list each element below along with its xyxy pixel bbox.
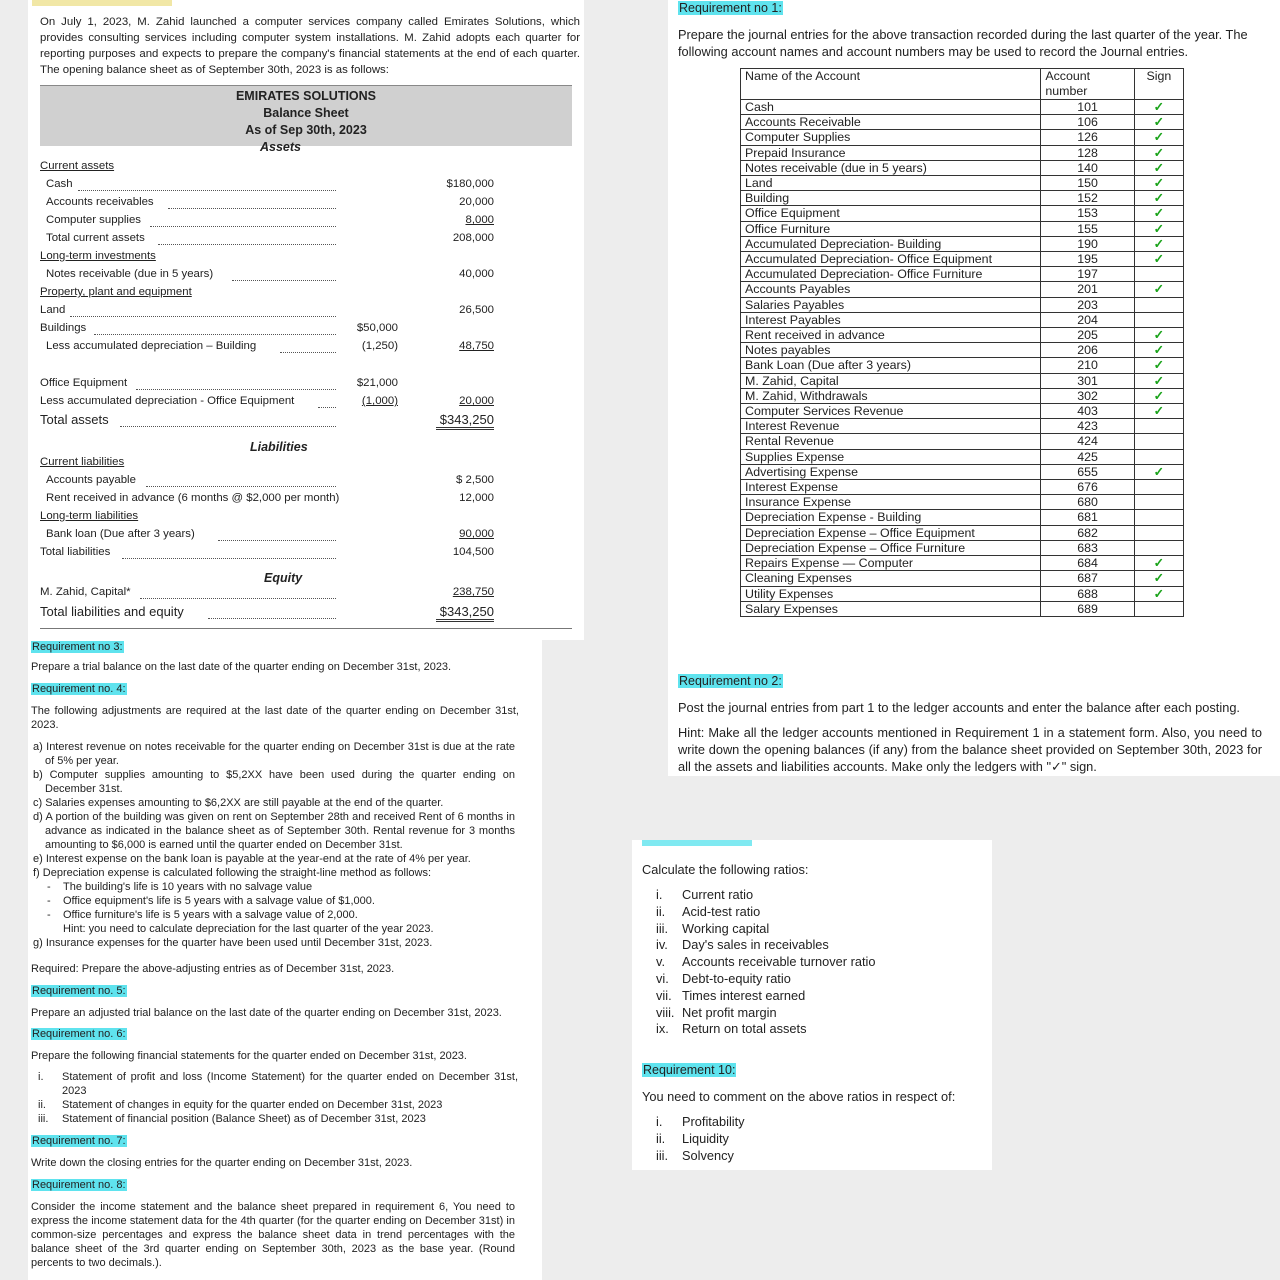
check-icon: ✓ <box>1134 130 1183 145</box>
check-icon <box>1134 480 1183 495</box>
account-number: 424 <box>1041 434 1134 449</box>
ad-building-label: Less accumulated depreciation – Building <box>46 340 257 352</box>
req6-ii: Statement of changes in equity for the quarter ended on December 31st, 2023 <box>62 1099 443 1111</box>
account-number: 676 <box>1041 480 1134 495</box>
ratio-list <box>656 887 875 1038</box>
account-name: Interest Revenue <box>741 419 1041 434</box>
intro-paragraph: On July 1, 2023, M. Zahid launched a computer services company called Emirates Solutions, which provides consulting services including computer system installations. M. Zahid adopts each quarter for reporting purposes and expects to prepare the company's financial statements at the end of each quarter. The opening balance sheet as of September 30th, 2023 is as follows: <box>40 16 580 76</box>
col-name-header: Name of the Account <box>741 69 1041 100</box>
requirement1-panel <box>668 0 1280 662</box>
account-name: Office Furniture <box>741 221 1041 236</box>
ap-value: $ 2,500 <box>455 474 494 486</box>
check-icon: ✓ <box>1134 206 1183 221</box>
req6-list: i. Statement of profit and loss (Income Statement) for the quarter ended on December 31st, 2023 ii. Statement of changes in equity for the quarter ended on December 31st, 2023 iii. Statement of financial position (Balance Sheet) as of December 31st, 2023 <box>38 1071 518 1125</box>
list-item <box>656 1131 745 1148</box>
balance-sheet-panel <box>28 0 584 640</box>
req1-title: Requirement no 1: <box>679 1 782 15</box>
req5-title: Requirement no. 5: <box>32 985 126 997</box>
req2-title: Requirement no 2: <box>679 674 782 688</box>
req7-title: Requirement no. 7: <box>32 1135 126 1147</box>
account-row <box>741 252 1184 267</box>
account-name: Interest Expense <box>741 480 1041 495</box>
account-row <box>741 571 1184 586</box>
list-item-number: vii. <box>656 987 672 1003</box>
req6-i: Statement of profit and loss (Income Statement) for the quarter ended on December 31st, 2023 <box>62 1071 518 1097</box>
cash-value: $180,000 <box>446 178 494 190</box>
ad-office-value: 20,000 <box>459 395 494 407</box>
req4-hint: Hint: you need to calculate depreciation for the last quarter of the year 2023. <box>63 923 434 935</box>
liabilities-heading: Liabilities <box>250 440 308 454</box>
lti-heading: Long-term investments <box>40 250 156 262</box>
buildings-label: Buildings <box>40 322 87 334</box>
list-item-number: iii. <box>656 1147 669 1163</box>
req2-hint: Hint: Make all the ledger accounts mentioned in Requirement 1 in a statement form. Also, you need to write down the opening balances (if any) from the balance sheet provided on September 30th, 2023 for all the assets and liabilities accounts. Make only the ledgers with "✓" sign. <box>678 725 1262 774</box>
cut-off-title-strip <box>642 840 752 846</box>
account-row <box>741 343 1184 358</box>
account-name: Notes payables <box>741 343 1041 358</box>
account-row <box>741 145 1184 160</box>
account-number: 152 <box>1041 191 1134 206</box>
list-item <box>656 887 875 904</box>
account-number: 204 <box>1041 312 1134 327</box>
account-name: Cleaning Expenses <box>741 571 1041 586</box>
account-name: Accumulated Depreciation- Building <box>741 236 1041 251</box>
req7-text: Write down the closing entries for the quarter ending on December 31st, 2023. <box>31 1157 413 1169</box>
account-number: 205 <box>1041 328 1134 343</box>
list-item-label: Net profit margin <box>682 1004 777 1020</box>
list-item-number: vi. <box>656 970 669 986</box>
account-row <box>741 191 1184 206</box>
ad-office-col: (1,000) <box>361 395 398 407</box>
account-number: 206 <box>1041 343 1134 358</box>
account-number: 301 <box>1041 373 1134 388</box>
account-number: 201 <box>1041 282 1134 297</box>
account-row <box>741 206 1184 221</box>
total-liab-label: Total liabilities <box>40 546 111 558</box>
check-icon: ✓ <box>1134 176 1183 191</box>
balance-sheet-divider <box>40 628 572 629</box>
check-icon: ✓ <box>1134 191 1183 206</box>
req3-title: Requirement no 3: <box>32 641 123 653</box>
list-item <box>656 954 875 971</box>
list-item <box>656 1005 875 1022</box>
account-row <box>741 236 1184 251</box>
account-name: Bank Loan (Due after 3 years) <box>741 358 1041 373</box>
supplies-value: 8,000 <box>465 214 494 226</box>
ap-label: Accounts payable <box>46 474 136 486</box>
account-name: Accounts Receivable <box>741 115 1041 130</box>
check-icon: ✓ <box>1134 221 1183 236</box>
cash-label: Cash <box>46 178 73 190</box>
list-item <box>656 1021 875 1038</box>
account-number: 150 <box>1041 176 1134 191</box>
list-item-number: ii. <box>656 903 666 919</box>
account-row <box>741 100 1184 115</box>
col-number-header: Account number <box>1041 69 1134 100</box>
account-name: Accumulated Depreciation- Office Equipment <box>741 252 1041 267</box>
check-icon: ✓ <box>1134 252 1183 267</box>
check-icon: ✓ <box>1134 100 1183 115</box>
account-number: 423 <box>1041 419 1134 434</box>
account-number: 655 <box>1041 464 1134 479</box>
ppe-heading: Property, plant and equipment <box>40 286 192 298</box>
account-number: 128 <box>1041 145 1134 160</box>
account-name: Accumulated Depreciation- Office Furniture <box>741 267 1041 282</box>
account-name: Salaries Payables <box>741 297 1041 312</box>
account-row <box>741 601 1184 616</box>
req4-g: g) Insurance expenses for the quarter have been used until December 31st, 2023. <box>33 937 433 949</box>
account-number: 425 <box>1041 449 1134 464</box>
account-number: 681 <box>1041 510 1134 525</box>
check-icon: ✓ <box>1134 145 1183 160</box>
account-row <box>741 312 1184 327</box>
check-icon <box>1134 419 1183 434</box>
req4-intro: The following adjustments are required at the last date of the quarter ending on December 31st, 2023. <box>31 705 519 731</box>
account-name: M. Zahid, Withdrawals <box>741 388 1041 403</box>
check-icon: ✓ <box>1134 586 1183 601</box>
req6-title: Requirement no. 6: <box>32 1028 126 1040</box>
account-number: 203 <box>1041 297 1134 312</box>
total-le-label: Total liabilities and equity <box>40 604 184 619</box>
account-row <box>741 449 1184 464</box>
capital-value: 238,750 <box>452 586 494 598</box>
list-item <box>656 971 875 988</box>
account-number: 689 <box>1041 601 1134 616</box>
list-item <box>656 988 875 1005</box>
account-row <box>741 160 1184 175</box>
account-row <box>741 130 1184 145</box>
account-number: 197 <box>1041 267 1134 282</box>
list-item-label: Solvency <box>682 1147 734 1163</box>
list-item-number: iii. <box>656 920 669 936</box>
req5-text: Prepare an adjusted trial balance on the last date of the quarter ending on December 31st, 2023. <box>31 1007 502 1019</box>
account-row <box>741 373 1184 388</box>
check-icon: ✓ <box>1134 343 1183 358</box>
buildings-value: $50,000 <box>356 322 398 334</box>
account-name: Prepaid Insurance <box>741 145 1041 160</box>
assets-heading: Assets <box>260 140 301 154</box>
check-icon <box>1134 601 1183 616</box>
req3-text: Prepare a trial balance on the last date of the quarter ending on December 31st, 2023. <box>31 661 452 673</box>
account-number: 140 <box>1041 160 1134 175</box>
account-name: Rent received in advance <box>741 328 1041 343</box>
req1-text: Prepare the journal entries for the above transaction recorded during the last quarter of the year. The following account names and account numbers may be used to record the Journal entries. <box>678 27 1248 59</box>
tca-value: 208,000 <box>452 232 494 244</box>
req6-iii: Statement of financial position (Balance Sheet) as of December 31st, 2023 <box>62 1113 426 1125</box>
check-icon <box>1134 267 1183 282</box>
account-number: 403 <box>1041 404 1134 419</box>
req4-adjustments: a) Interest revenue on notes receivable for the quarter ending on December 31st is due at the rate of 5% per year. b) Computer supplies amounting to $5,2XX have been used during the quarter ending on December 31st. c) Salaries expenses amounting to $6,2XX are still payable at the end of the quarter. d) A portion of the building was given on rent on September 28th and received Rent of 6 months in advance as indicated in the balance sheet as of September 30th. Rental revenue for 3 months amounting to $6,000 is earned until the quarter ended on December 31st. e) Interest expense on the bank loan is payable at the year-end at the rate of 4% per year. f) Depreciation expense is calculated following the straight-line method as follows: - The building's life is 10 years with no salvage value - Office equipment's life is 5 years with a salvage value of $1,000. - Office furniture's life is 5 years with a salvage value of 2,000. Hint: you need to calculate depreciation for the last quarter of the year 2023. g) Insurance expenses for the quarter have been used until December 31st, 2023. <box>33 741 515 949</box>
account-row <box>741 267 1184 282</box>
list-item-label: Profitability <box>682 1114 745 1129</box>
check-icon: ✓ <box>1134 388 1183 403</box>
account-row <box>741 510 1184 525</box>
account-name: Building <box>741 191 1041 206</box>
requirements-panel <box>28 640 542 1280</box>
req2-text: Post the journal entries from part 1 to the ledger accounts and enter the balance after each posting. <box>678 700 1240 715</box>
list-item-number: ix. <box>656 1021 669 1037</box>
supplies-label: Computer supplies <box>46 214 141 226</box>
ar-label: Accounts receivables <box>46 196 154 208</box>
check-icon <box>1134 297 1183 312</box>
account-row <box>741 328 1184 343</box>
account-number: 682 <box>1041 525 1134 540</box>
check-icon <box>1134 495 1183 510</box>
list-item <box>656 1148 745 1165</box>
account-row <box>741 282 1184 297</box>
check-icon: ✓ <box>1134 160 1183 175</box>
list-item-number: iv. <box>656 937 668 953</box>
req10-list <box>656 1114 745 1164</box>
account-name: Accounts Payables <box>741 282 1041 297</box>
account-row <box>741 495 1184 510</box>
office-eq-label: Office Equipment <box>40 377 128 389</box>
list-item-label: Debt-to-equity ratio <box>682 970 791 986</box>
list-item-label: Accounts receivable turnover ratio <box>682 954 876 970</box>
check-icon: ✓ <box>1134 236 1183 251</box>
account-name: M. Zahid, Capital <box>741 373 1041 388</box>
list-item-number: i. <box>656 1114 663 1129</box>
ad-building-col: (1,250) <box>361 340 398 352</box>
account-name: Utility Expenses <box>741 586 1041 601</box>
account-name: Supplies Expense <box>741 449 1041 464</box>
statement-date: As of Sep 30th, 2023 <box>245 123 367 137</box>
account-row <box>741 480 1184 495</box>
current-liabilities-heading: Current liabilities <box>40 456 125 468</box>
account-row <box>741 297 1184 312</box>
list-item-label: Working capital <box>682 920 770 936</box>
list-item-label: Acid-test ratio <box>682 903 761 919</box>
list-item <box>656 904 875 921</box>
check-icon <box>1134 449 1183 464</box>
total-assets-label: Total assets <box>40 412 109 427</box>
account-name: Depreciation Expense – Office Equipment <box>741 525 1041 540</box>
req4-required: Required: Prepare the above-adjusting entries as of December 31st, 2023. <box>31 963 395 975</box>
req4-f1: The building's life is 10 years with no salvage value <box>63 881 313 893</box>
account-name: Insurance Expense <box>741 495 1041 510</box>
account-name: Rental Revenue <box>741 434 1041 449</box>
list-item-label: Return on total assets <box>682 1021 807 1037</box>
req8-text: Consider the income statement and the balance sheet prepared in requirement 6, You need to express the income statement data for the 4th quarter (for the quarter ending on December 31st) in common-size percentages and express the balance sheet data in trend percentages with the balance sheet of the 3rd quarter ending on September 30th, 2023 as the base year. (Round percents to two decimals.). <box>31 1201 515 1269</box>
req4-e: e) Interest expense on the bank loan is payable at the year-end at the rate of 4% per year. <box>33 853 471 865</box>
total-liab-value: 104,500 <box>452 546 494 558</box>
ltl-heading: Long-term liabilities <box>40 510 139 522</box>
req4-d: d) A portion of the building was given on rent on September 28th and received Rent of 6 months in advance as indicated in the balance sheet as of September 30th. Rental revenue for 3 months amounting to $6,000 is earned until the quarter ended on December 31st. <box>33 811 515 851</box>
account-name: Interest Payables <box>741 312 1041 327</box>
account-name: Land <box>741 176 1041 191</box>
check-icon <box>1134 510 1183 525</box>
list-item-label: Current ratio <box>682 887 754 902</box>
account-row <box>741 388 1184 403</box>
req6-text: Prepare the following financial statements for the quarter ended on December 31st, 2023. <box>31 1050 467 1062</box>
account-name: Salary Expenses <box>741 601 1041 616</box>
account-number: 683 <box>1041 540 1134 555</box>
requirement2-panel <box>668 662 1280 776</box>
req4-f3: Office furniture's life is 5 years with a salvage value of 2,000. <box>63 909 358 921</box>
account-row <box>741 540 1184 555</box>
list-item-number: viii. <box>656 1004 675 1020</box>
list-item-number: v. <box>656 954 666 970</box>
account-number: 680 <box>1041 495 1134 510</box>
req10-title: Requirement 10: <box>643 1063 736 1077</box>
total-assets-value: $343,250 <box>436 412 494 430</box>
balance-sheet-header <box>40 85 572 146</box>
account-number: 195 <box>1041 252 1134 267</box>
account-number: 153 <box>1041 206 1134 221</box>
req4-f2: Office equipment's life is 5 years with a salvage value of $1,000. <box>63 895 375 907</box>
account-name: Depreciation Expense - Building <box>741 510 1041 525</box>
check-icon: ✓ <box>1134 404 1183 419</box>
land-value: 26,500 <box>459 304 494 316</box>
account-name: Advertising Expense <box>741 464 1041 479</box>
account-row <box>741 464 1184 479</box>
list-item-label: Times interest earned <box>682 987 806 1003</box>
check-icon <box>1134 312 1183 327</box>
list-item-number: i. <box>656 887 663 902</box>
ar-value: 20,000 <box>459 196 494 208</box>
list-item-number: ii. <box>656 1130 666 1146</box>
bank-loan-label: Bank loan (Due after 3 years) <box>46 528 195 540</box>
bank-loan-value: 90,000 <box>459 528 494 540</box>
check-icon <box>1134 434 1183 449</box>
equity-heading: Equity <box>264 571 303 585</box>
notes-value: 40,000 <box>459 268 494 280</box>
ratios-panel <box>632 840 992 1170</box>
tca-label: Total current assets <box>46 232 145 244</box>
account-number: 688 <box>1041 586 1134 601</box>
accounts-table <box>740 68 1184 617</box>
check-icon: ✓ <box>1134 571 1183 586</box>
list-item <box>656 937 875 954</box>
req4-f: f) Depreciation expense is calculated following the straight-line method as follows: <box>33 867 432 879</box>
ad-office-label: Less accumulated depreciation - Office Equipment <box>40 395 295 407</box>
account-name: Depreciation Expense – Office Furniture <box>741 540 1041 555</box>
check-icon: ✓ <box>1134 328 1183 343</box>
account-number: 126 <box>1041 130 1134 145</box>
account-name: Computer Supplies <box>741 130 1041 145</box>
col-sign-header: Sign <box>1134 69 1183 100</box>
account-number: 302 <box>1041 388 1134 403</box>
account-row <box>741 404 1184 419</box>
account-row <box>741 176 1184 191</box>
account-row <box>741 419 1184 434</box>
list-item-label: Day's sales in receivables <box>682 937 829 953</box>
account-name: Computer Services Revenue <box>741 404 1041 419</box>
req9-text: Calculate the following ratios: <box>642 862 809 877</box>
account-number: 106 <box>1041 115 1134 130</box>
account-row <box>741 358 1184 373</box>
statement-title: Balance Sheet <box>263 106 349 120</box>
check-icon: ✓ <box>1134 358 1183 373</box>
account-row <box>741 434 1184 449</box>
check-icon: ✓ <box>1134 464 1183 479</box>
account-number: 155 <box>1041 221 1134 236</box>
current-assets-heading: Current assets <box>40 160 115 172</box>
req4-a: a) Interest revenue on notes receivable for the quarter ending on December 31st is due at the rate of 5% per year. <box>33 741 515 767</box>
account-number: 684 <box>1041 556 1134 571</box>
req4-c: c) Salaries expenses amounting to $6,2XX are still payable at the end of the quarter. <box>33 797 444 809</box>
highlight-strip <box>32 0 172 6</box>
req8-title: Requirement no. 8: <box>32 1179 126 1191</box>
check-icon: ✓ <box>1134 115 1183 130</box>
rent-adv-value: 12,000 <box>459 492 494 504</box>
account-row <box>741 221 1184 236</box>
account-number: 190 <box>1041 236 1134 251</box>
accounts-table-header <box>741 69 1184 100</box>
list-item <box>656 921 875 938</box>
company-name: EMIRATES SOLUTIONS <box>235 89 377 103</box>
list-item-label: Liquidity <box>682 1130 729 1146</box>
account-number: 687 <box>1041 571 1134 586</box>
account-number: 210 <box>1041 358 1134 373</box>
check-icon: ✓ <box>1134 556 1183 571</box>
req4-b: b) Computer supplies amounting to $5,2XX have been used during the quarter ending on December 31st. <box>33 769 515 795</box>
account-row <box>741 556 1184 571</box>
notes-label: Notes receivable (due in 5 years) <box>46 268 214 280</box>
list-item <box>656 1114 745 1131</box>
account-number: 101 <box>1041 100 1134 115</box>
account-name: Repairs Expense — Computer <box>741 556 1041 571</box>
check-icon <box>1134 540 1183 555</box>
account-name: Cash <box>741 100 1041 115</box>
account-row <box>741 586 1184 601</box>
account-row <box>741 525 1184 540</box>
capital-label: M. Zahid, Capital* <box>40 586 131 598</box>
check-icon: ✓ <box>1134 373 1183 388</box>
account-row <box>741 115 1184 130</box>
office-eq-value: $21,000 <box>356 377 398 389</box>
total-le-value: $343,250 <box>436 604 494 622</box>
rent-adv-label: Rent received in advance (6 months @ $2,000 per month) <box>46 492 340 504</box>
check-icon <box>1134 525 1183 540</box>
account-name: Notes receivable (due in 5 years) <box>741 160 1041 175</box>
ad-building-value: 48,750 <box>459 340 494 352</box>
req10-text: You need to comment on the above ratios in respect of: <box>642 1089 956 1104</box>
land-label: Land <box>40 304 66 316</box>
check-icon: ✓ <box>1134 282 1183 297</box>
account-name: Office Equipment <box>741 206 1041 221</box>
req4-title: Requirement no. 4: <box>32 683 126 695</box>
